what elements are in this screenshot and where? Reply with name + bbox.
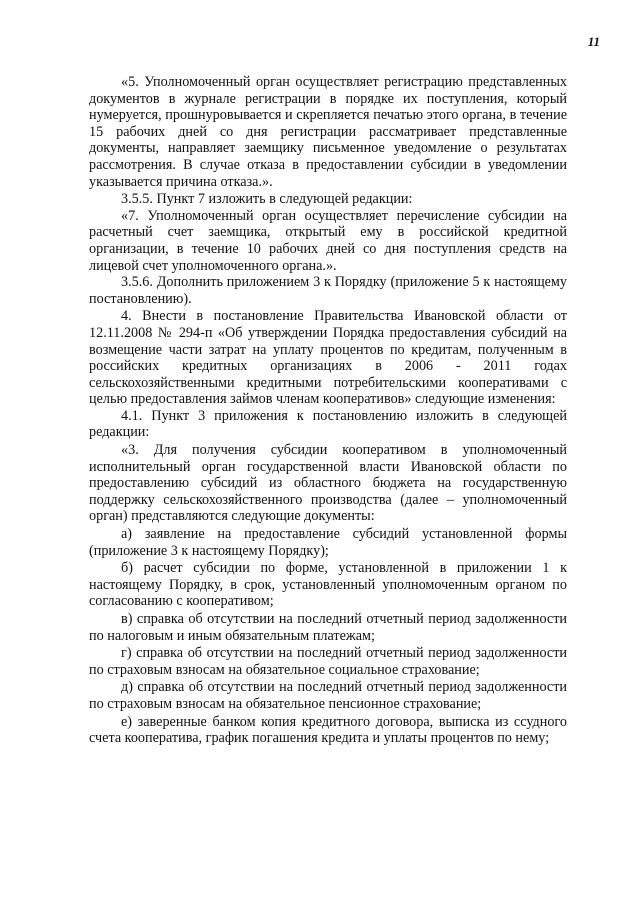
document-body [89,74,567,747]
paragraph-clause-5: «5. Уполномоченный орган осуществляет регистрацию представленных документов в журнале регистрации в порядке их поступления, который нумеруется, прошнуровывается и скрепляется печатью этого органа, в течение 15 рабочих дней со дня регистрации рассматривает представленные документы, направляет заемщику письменное уведомление о результатах рассмотрения. В случае отказа в предоставлении субсидии в уведомлении указывается причина отказа.». [89,74,567,190]
paragraph-3-5-6: 3.5.6. Дополнить приложением 3 к Порядку (приложение 5 к настоящему постановлению). [89,274,567,307]
paragraph-4: 4. Внести в постановление Правительства Ивановской области от 12.11.2008 № 294-п «Об утверждении Порядка предоставления субсидий на возмещение части затрат на уплату процентов по кредитам, полученным в российских кредитных организациях в 2006 - 2011 годах сельскохозяйственными кредитными потребительскими кооперативами с целью предоставления займов членам кооперативов» следующие изменения: [89,308,567,408]
paragraph-clause-7: «7. Уполномоченный орган осуществляет перечисление субсидии на расчетный счет заемщика, открытый ему в российской кредитной организации, в течение 10 рабочих дней со дня поступления средств на лицевой счет уполномоченного органа.». [89,207,567,274]
list-item-v: в) справка об отсутствии на последний отчетный период задолженности по налоговым и иным обязательным платежам; [89,611,567,644]
list-item-d: д) справка об отсутствии на последний отчетный период задолженности по страховым взносам на обязательное пенсионное страхование; [89,679,567,712]
list-item-b: б) расчет субсидии по форме, установленной в приложении 1 к настоящему Порядку, в срок, установленный уполномоченным органом по согласованию с кооперативом; [89,560,567,610]
list-item-g: г) справка об отсутствии на последний отчетный период задолженности по страховым взносам на обязательное социальное страхование; [89,645,567,678]
page-number: 11 [587,34,600,49]
paragraph-4-1: 4.1. Пункт 3 приложения к постановлению изложить в следующей редакции: [89,407,567,441]
paragraph-3-5-5: 3.5.5. Пункт 7 изложить в следующей редакции: [121,191,413,208]
paragraph-clause-3: «3. Для получения субсидии кооперативом в уполномоченный исполнительный орган государственной власти Ивановской области по предоставлению субсидий из областного бюджета на государственную поддержку сельскохозяйственного производства (далее – уполномоченный орган) представляются следующие документы: [89,442,567,525]
list-item-e: е) заверенные банком копия кредитного договора, выписка из ссудного счета кооператива, график погашения кредита и уплаты процентов по нему; [89,713,567,747]
list-item-a: а) заявление на предоставление субсидий установленной формы (приложение 3 к настоящему Порядку); [89,526,567,559]
